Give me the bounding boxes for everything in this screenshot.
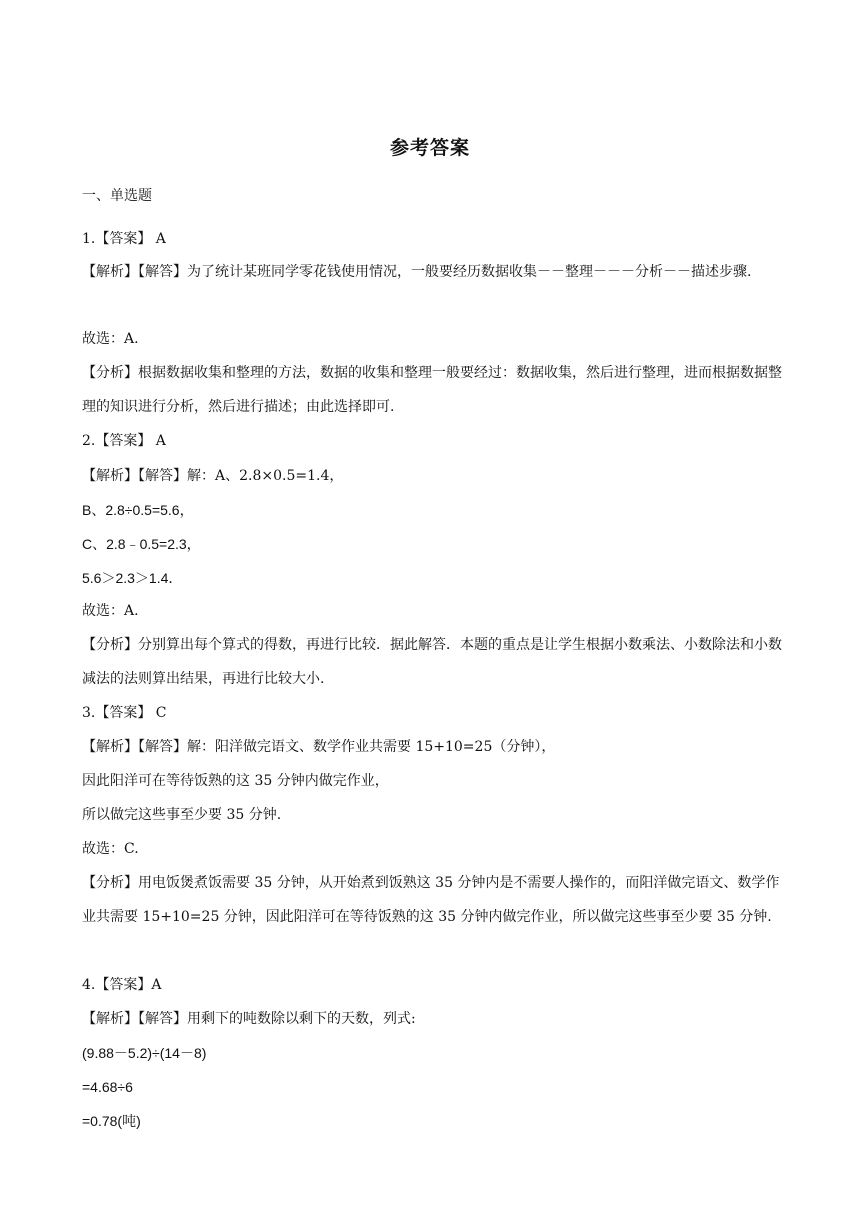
q1-explanation: 【解析】【解答】为了统计某班同学零花钱使用情况，一般要经历数据收集－－整理－－－分析－－描述步骤.: [82, 264, 752, 280]
q2-explanation: 【解析】【解答】解：A、2.8×0.5=1.4，: [82, 468, 344, 484]
q2-choice: 故选：A.: [82, 603, 139, 619]
q2-answer: 2.【答案】 A: [82, 433, 166, 449]
q3-line3: 所以做完这些事至少要 35 分钟.: [82, 807, 282, 823]
q2-line-c: C、2.8﹣0.5=2.3，: [82, 536, 201, 552]
q4-expression-2: =4.68÷6: [82, 1079, 133, 1095]
section-heading: 一、单选题: [82, 188, 152, 204]
q2-analysis: 【分析】分别算出每个算式的得数，再进行比较．据此解答．本题的重点是让学生根据小数乘法、小数除法和小数减法的法则算出结果，再进行比较大小.: [82, 637, 782, 687]
q1-answer: 1.【答案】 A: [82, 231, 166, 247]
q1-choice: 故选：A.: [82, 331, 139, 347]
page-title: 参考答案: [389, 137, 470, 159]
q3-answer: 3.【答案】 C: [82, 705, 167, 721]
q2-compare: 5.6＞2.3＞1.4．: [82, 570, 183, 586]
q4-expression-1: (9.88－5.2)÷(14－8): [82, 1045, 207, 1061]
q3-explanation: 【解析】【解答】解：阳洋做完语文、数学作业共需要 15+10=25（分钟），: [82, 739, 556, 755]
q3-analysis: 【分析】用电饭煲煮饭需要 35 分钟，从开始煮到饭熟这 35 分钟内是不需要人操作的，而阳洋做完语文、数学作业共需要 15+10=25 分钟，因此阳洋可在等待饭熟的这 35 分钟内做完作业，所以做完这些事至少要 35 分钟.: [82, 875, 780, 925]
q3-choice: 故选：C.: [82, 841, 139, 857]
q4-explanation: 【解析】【解答】用剩下的吨数除以剩下的天数，列式:: [82, 1011, 416, 1027]
q2-line-b: B、2.8÷0.5=5.6，: [82, 502, 194, 518]
q3-line2: 因此阳洋可在等待饭熟的这 35 分钟内做完作业，: [82, 773, 389, 789]
q4-expression-3: =0.78(吨): [82, 1113, 141, 1129]
q1-analysis: 【分析】根据数据收集和整理的方法，数据的收集和整理一般要经过：数据收集，然后进行整理，进而根据数据整理的知识进行分析，然后进行描述；由此选择即可.: [82, 365, 782, 415]
q4-answer: 4.【答案】A: [82, 977, 162, 993]
